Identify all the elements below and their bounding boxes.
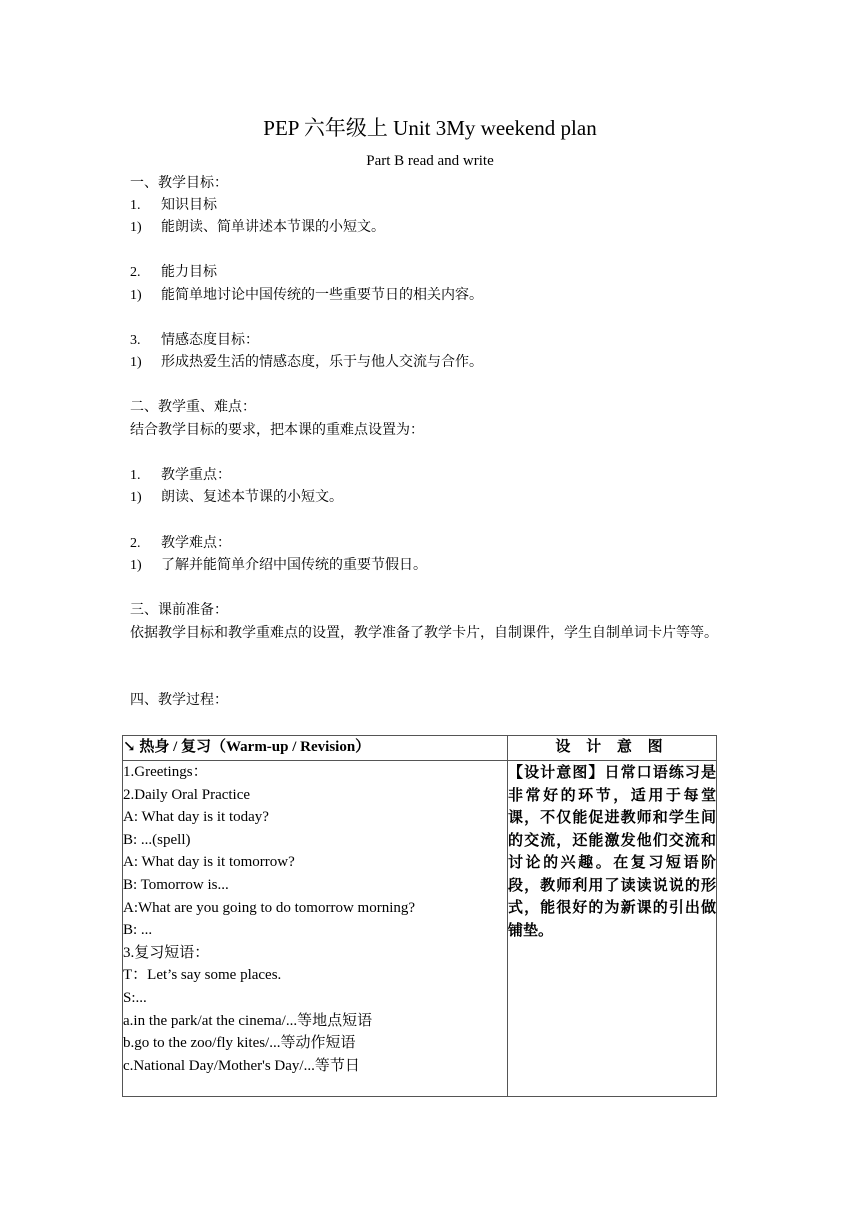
warmup-line: A:What are you going to do tomorrow morning? [123, 899, 416, 916]
attitude-label: 情感态度目标： [161, 333, 259, 348]
focus-item: 朗读、复述本节课的小短文。 [161, 490, 343, 505]
attitude-item: 形成热爱生活的情感态度，乐于与他人交流与合作。 [161, 355, 483, 370]
document-title: PEP 六年级上 Unit 3My weekend plan [263, 116, 597, 140]
design-intent-header: 设 计 意 图 [508, 736, 717, 761]
difficulty-label: 教学难点： [161, 536, 231, 551]
ability-number: 2. [130, 265, 141, 280]
warmup-line: S:... [123, 989, 147, 1006]
warmup-line: A: What day is it tomorrow? [123, 854, 295, 871]
key-points-heading: 二、教学重、难点： [130, 400, 256, 415]
table-header-row [123, 736, 717, 761]
ability-item-number: 1) [130, 288, 142, 303]
key-points-intro: 结合教学目标的要求，把本课的重难点设置为： [130, 423, 424, 438]
attitude-number: 3. [130, 333, 141, 348]
warmup-line: b.go to the zoo/fly kites/...等动作短语 [123, 1035, 356, 1052]
preparation-text: 依据教学目标和教学重难点的设置，教学准备了教学卡片，自制课件，学生自制单词卡片等等。 [130, 626, 718, 641]
warmup-line: B: Tomorrow is... [123, 876, 229, 893]
ability-item: 能简单地讨论中国传统的一些重要节日的相关内容。 [161, 288, 483, 303]
process-heading: 四、教学过程： [130, 693, 228, 708]
warmup-line: 2.Daily Oral Practice [123, 786, 251, 803]
preparation-heading: 三、课前准备： [130, 603, 228, 618]
knowledge-number: 1. [130, 198, 141, 213]
warmup-line: 1.Greetings： [123, 764, 208, 780]
focus-number: 1. [130, 468, 141, 483]
difficulty-item: 了解并能简单介绍中国传统的重要节假日。 [161, 558, 427, 573]
warmup-line: B: ...(spell) [123, 831, 191, 848]
design-intent-text: 【设计意图】日常口语练习是非常好的环节，适用于每堂课，不仅能促进教师和学生间的交流，还能激发他们交流和讨论的兴趣。在复习短语阶段，教师利用了读读说说的形式，能很好的为新课的引出做铺垫。 [508, 763, 716, 939]
document-subtitle: Part B read and write [366, 153, 494, 169]
warmup-line: a.in the park/at the cinema/...等地点短语 [123, 1012, 373, 1029]
difficulty-number: 2. [130, 536, 141, 551]
focus-item-number: 1) [130, 490, 142, 505]
difficulty-item-number: 1) [130, 558, 142, 573]
objectives-heading: 一、教学目标： [130, 176, 228, 191]
warmup-header: ↘ 热身 / 复习（Warm-up / Revision） [123, 736, 508, 761]
focus-label: 教学重点： [161, 468, 231, 483]
warmup-line: B: ... [123, 922, 153, 939]
knowledge-item: 能朗读、简单讲述本节课的小短文。 [161, 220, 385, 235]
ability-label: 能力目标 [161, 265, 217, 280]
warmup-line: A: What day is it today? [123, 809, 269, 826]
knowledge-item-number: 1) [130, 220, 142, 235]
design-intent-cell [508, 761, 717, 1097]
warmup-line: T：Let’s say some places. [123, 967, 282, 984]
attitude-item-number: 1) [130, 355, 142, 370]
knowledge-label: 知识目标 [161, 198, 217, 213]
warmup-line: c.National Day/Mother's Day/...等节日 [123, 1057, 360, 1074]
warmup-content [123, 761, 508, 1097]
table-row [123, 761, 717, 1097]
warmup-line: 3.复习短语： [123, 944, 210, 961]
teaching-process-table [122, 735, 717, 1097]
